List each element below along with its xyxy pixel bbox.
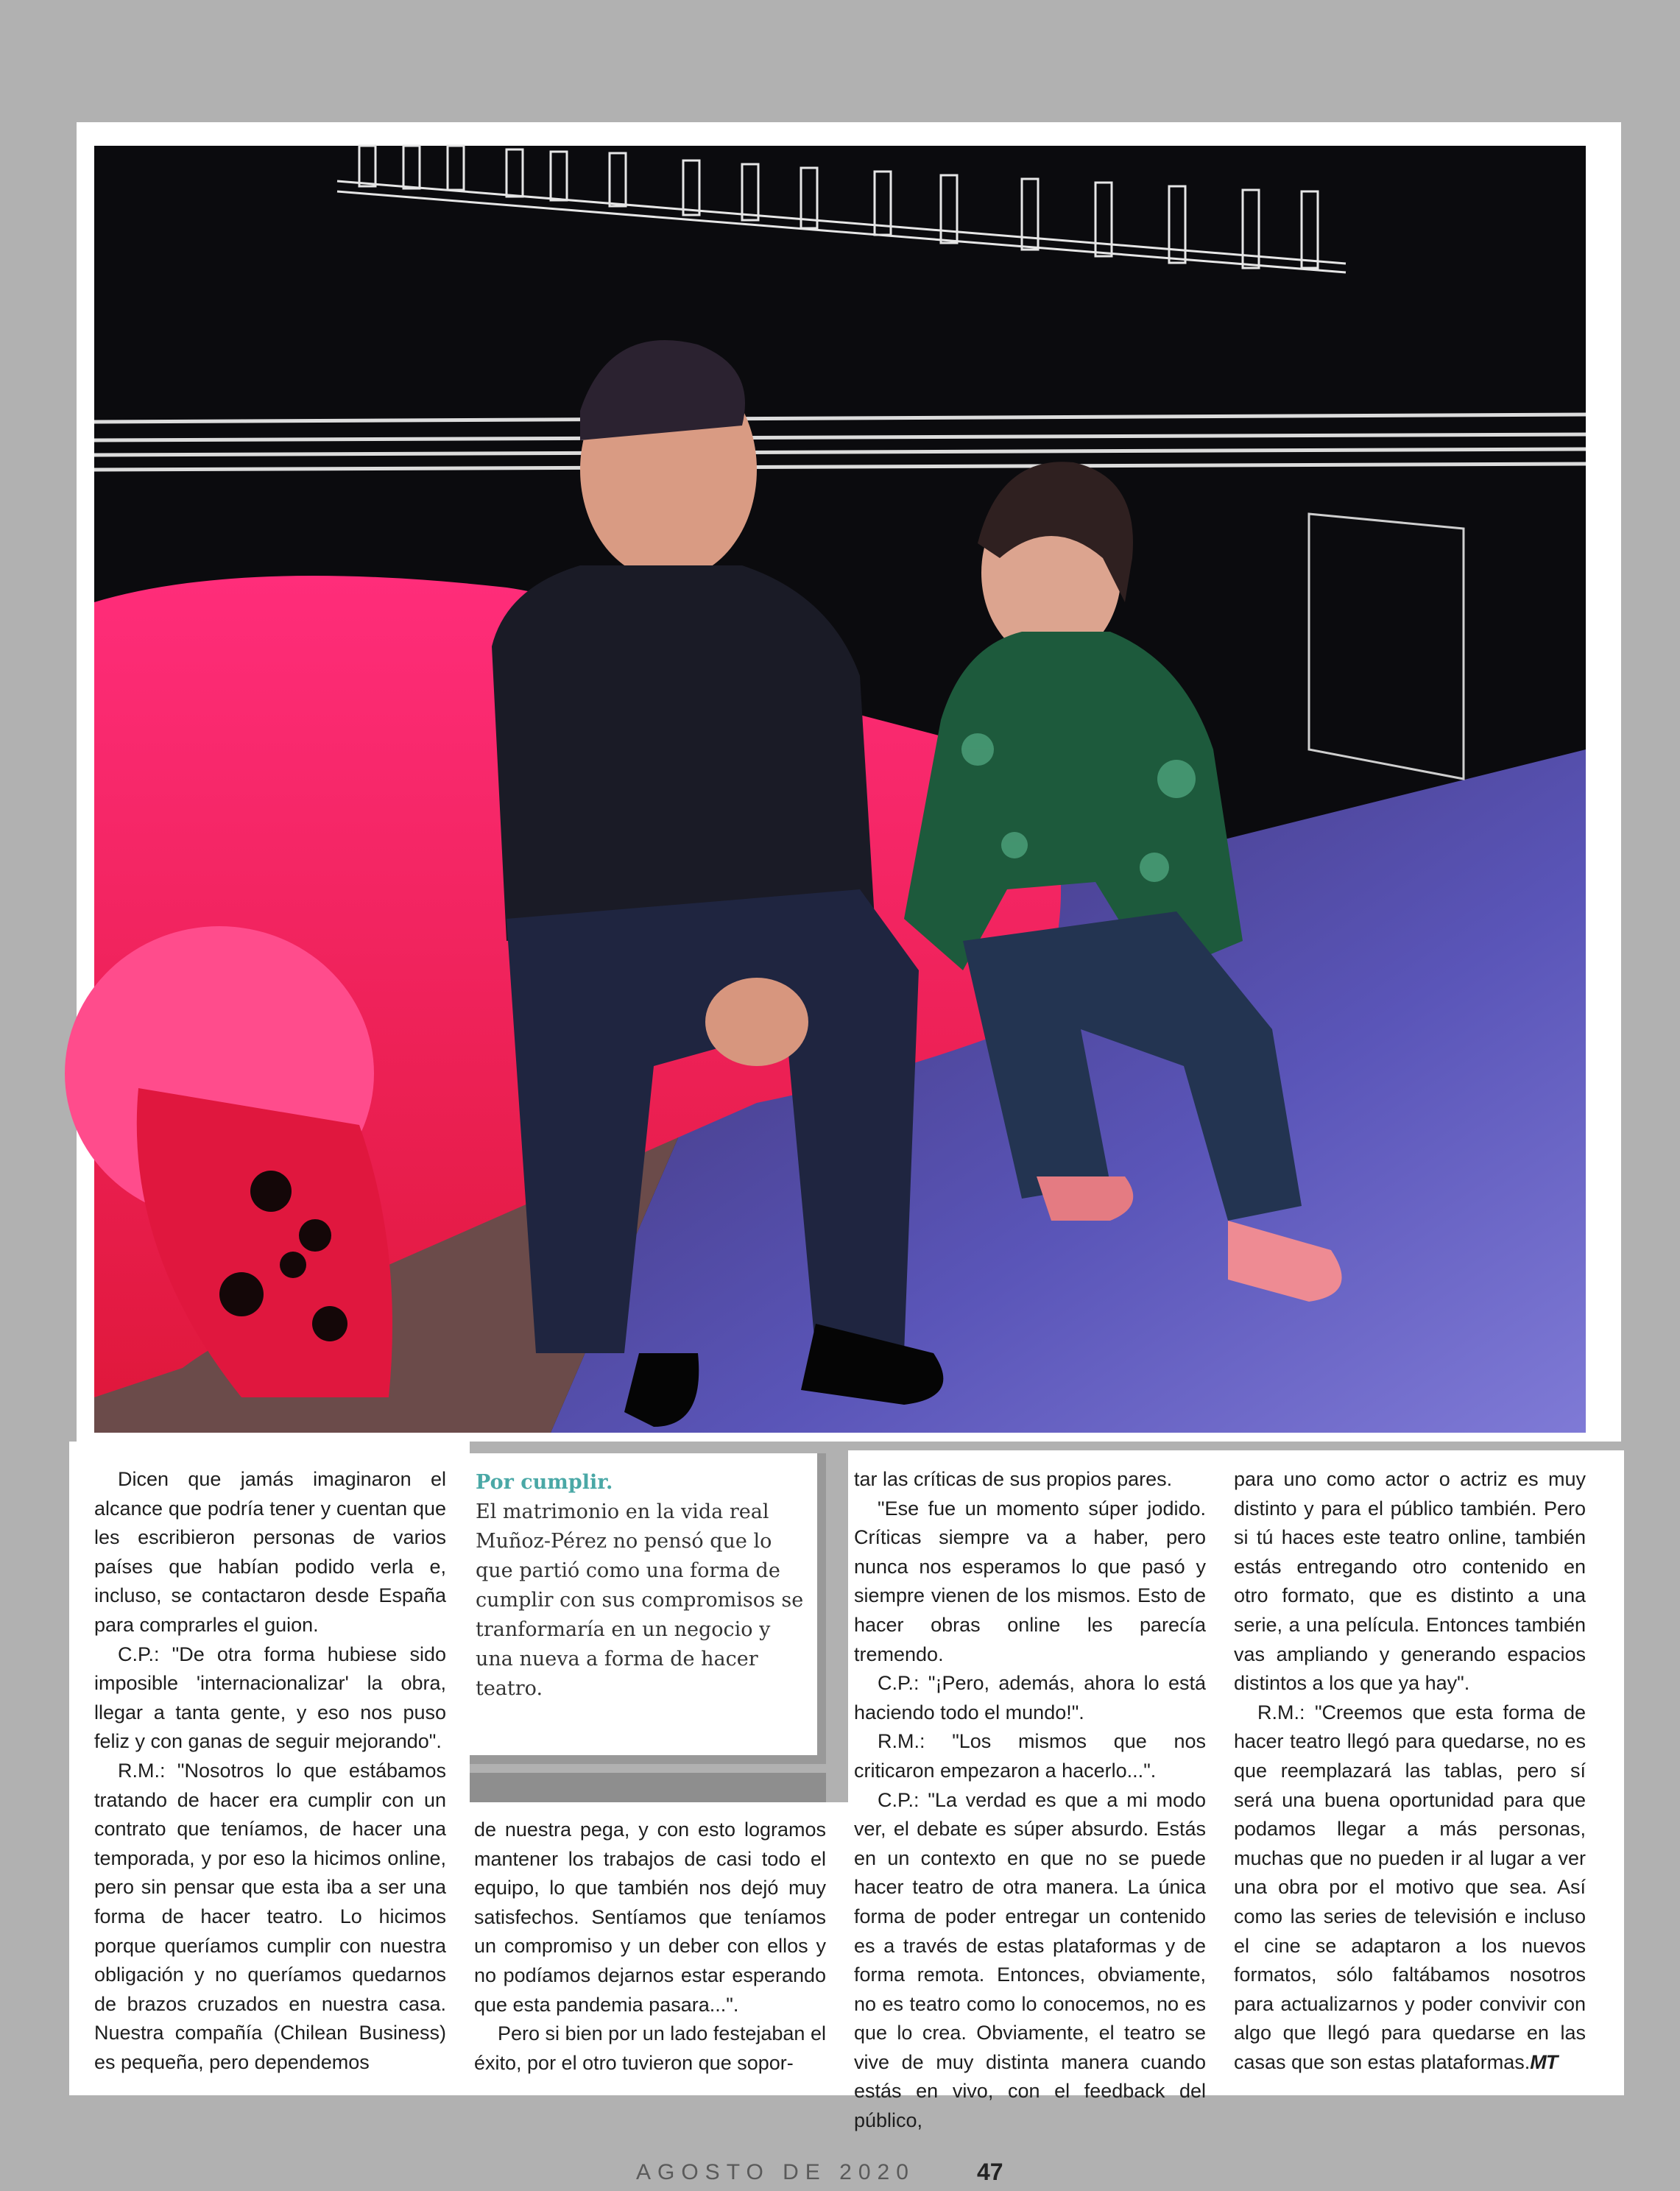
sidebar-title: Por cumplir. (476, 1471, 613, 1494)
paragraph: de nuestra pega, y con esto logramos mantener los trabajos de casi todo el equipo, lo que también nos dejó muy satisfechos. Sentíamos que teníamos un compromiso y un deber con ellos y no podíamos dejarnos estar esperando que esta pandemia pasara...". (474, 1818, 826, 2016)
issue-date: AGOSTO DE 2020 (636, 2160, 915, 2184)
text-column-1 (94, 1465, 446, 2084)
text-column-3 (854, 1465, 1206, 2132)
paragraph: C.P.: "¡Pero, además, ahora lo está haciendo todo el mundo!". (854, 1672, 1206, 1723)
text-column-2 (474, 1816, 826, 2088)
paragraph (1234, 1698, 1586, 2078)
end-mark: MT (1530, 2050, 1558, 2073)
paragraph: R.M.: "Nosotros lo que estábamos tratando de hacer era cumplir con un contrato que teníamos, de hacer una temporada, y por eso la hicimos online, pero sin pensar que esta iba a ser una forma de hacer teatro. Lo hicimos porque queríamos cumplir con nuestra obligación y no queríamos quedarnos de brazos cruzados en nuestra casa. Nuestra compañía (Chilean Business) es pequeña, pero dependemos (94, 1759, 446, 2073)
sidebar-box (470, 1453, 826, 1764)
text-column-4 (1234, 1465, 1586, 2084)
paragraph: Dicen que jamás imaginaron el alcance que podría tener y cuentan que les escribieron personas de varios países que habían podido verla e, incluso, se contactaron desde España para comprarles el guion. (94, 1468, 446, 1636)
paragraph: para uno como actor o actriz es muy distinto y para el público también. Pero si tú haces este teatro online, también estás entregando otro contenido en otro formato, que es distinto a una serie, a una película. Entonces también vas ampliando y generando espacios distintos a los que ya hay". (1234, 1468, 1586, 1695)
page-number: 47 (977, 2159, 1003, 2185)
paragraph: R.M.: "Los mismos que nos criticaron empezaron a hacerlo...". (854, 1730, 1206, 1782)
paragraph: "Ese fue un momento súper jodido. Críticas siempre va a haber, pero nunca nos esperamos lo que pasó y siempre vienen de los mismos. Esto de hacer obras online les parecía tremendo. (854, 1497, 1206, 1665)
sidebar-shadow-bar (470, 1773, 826, 1802)
paragraph: C.P.: "La verdad es que a mi modo ver, el debate es súper absurdo. Estás en un contexto en que no se puede hacer teatro de otra manera. La única forma de poder entregar un contenido es a través de estas plataformas y de forma remota. Entonces, obviamente, no es teatro como lo conocemos, no es que lo crea. Obviamente, el teatro se vive de muy distinta manera cuando estás en vivo, con el feedback del público, (854, 1788, 1206, 2132)
photo-frame (77, 122, 1621, 1442)
paragraph-text: R.M.: "Creemos que esta forma de hacer teatro llegó para quedarse, no es que reemplazará las tablas, pero sí será una buena oportunidad para que podamos llegar a más personas, muchas que no pueden ir al lugar a ver una obra por el motivo que sea. Así como las series de televisión e incluso el cine se adaptaron a los nuevos formatos, sólo faltábamos nosotros para actualizarnos y poder convivir con algo que llegó para quedarse en las casas que son estas plataformas. (1234, 1701, 1586, 2073)
sidebar-body: El matrimonio en la vida real Muñoz-Pérez no pensó que lo que partió como una forma de cumplir con sus compromisos se tranformaría en un negocio y una nueva a forma de hacer teatro. (476, 1500, 804, 1700)
paragraph: tar las críticas de sus propios pares. (854, 1468, 1173, 1490)
paragraph: C.P.: "De otra forma hubiese sido imposible 'internacionalizar' la obra, llegar a tanta gente, y eso nos puso feliz y con ganas de seguir mejorando". (94, 1643, 446, 1753)
article-photo (94, 146, 1586, 1433)
paragraph: Pero si bien por un lado festejaban el éxito, por el otro tuvieron que sopor- (474, 2022, 826, 2074)
